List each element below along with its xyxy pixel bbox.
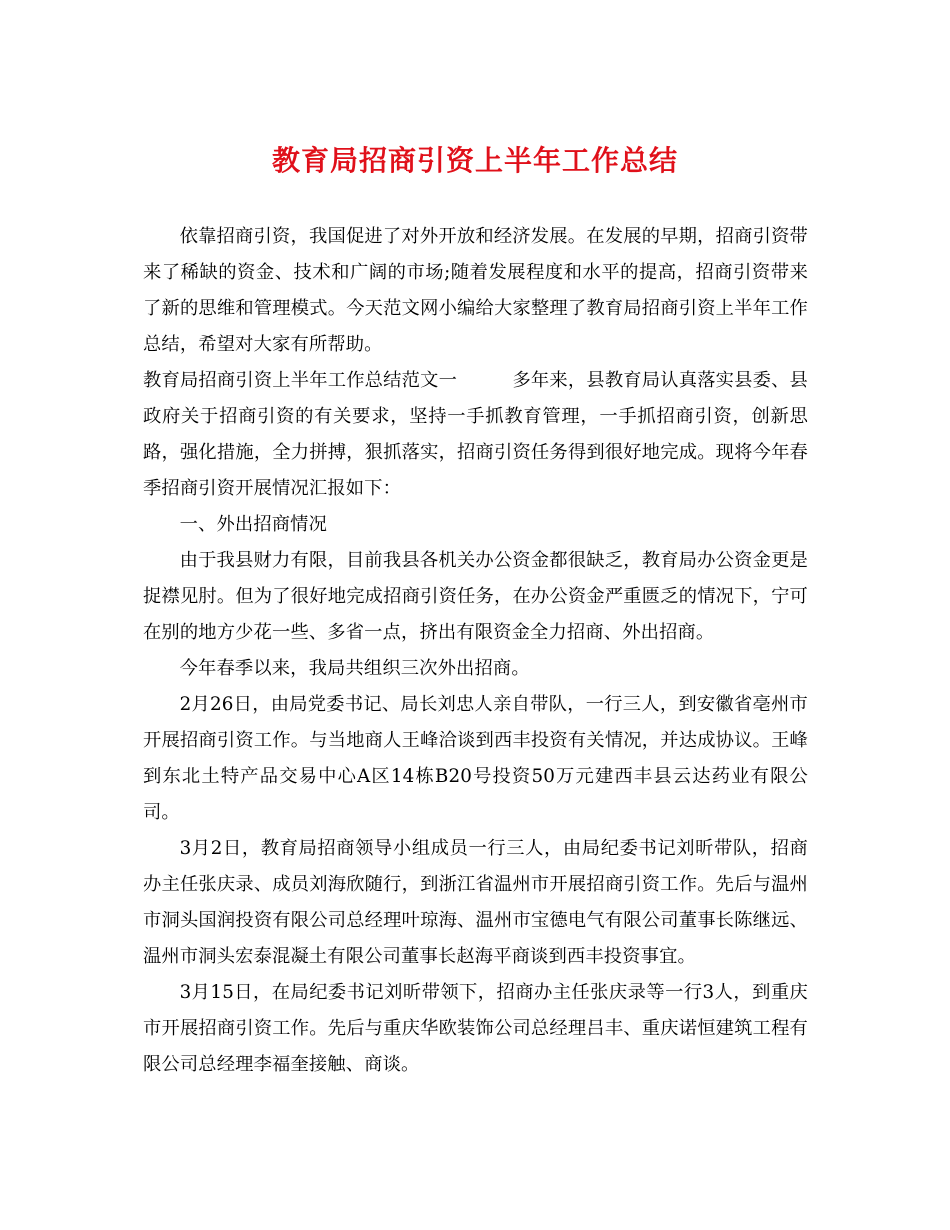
section-heading-outbound-investment: 一、外出招商情况: [179, 514, 328, 535]
paragraph-mar-15: 3月15日，在局纪委书记刘昕带领下，招商办主任张庆录等一行3人，到重庆市开展招商引资工作。先后与重庆华欧装饰公司总经理吕丰、重庆诺恒建筑工程有限公司总经理李福奎接触、商谈。: [143, 982, 808, 1075]
paragraph-sample-one: 教育局招商引资上半年工作总结范文一 多年来，县教育局认真落实县委、县政府关于招商引资的有关要求，坚持一手抓教育管理，一手抓招商引资，创新思路，强化措施，全力拼搏，狠抓落实，招商引资任务得到很好地完成。现将今年春季招商引资开展情况汇报如下：: [143, 370, 808, 499]
document-title: 教育局招商引资上半年工作总结: [271, 144, 678, 177]
paragraph-three-trips: 今年春季以来，我局共组织三次外出招商。: [179, 658, 530, 679]
document-body: [143, 219, 808, 1083]
paragraph-intro: 依靠招商引资，我国促进了对外开放和经济发展。在发展的早期，招商引资带来了稀缺的资金、技术和广阔的市场;随着发展程度和水平的提高，招商引资带来了新的思维和管理模式。今天范文网小编给大家整理了教育局招商引资上半年工作总结，希望对大家有所帮助。: [143, 226, 808, 355]
paragraph-funding: 由于我县财力有限，目前我县各机关办公资金都很缺乏，教育局办公资金更是捉襟见肘。但为了很好地完成招商引资任务，在办公资金严重匮乏的情况下，宁可在别的地方少花一些、多省一点，挤出有限资金全力招商、外出招商。: [143, 550, 808, 643]
paragraph-mar-2: 3月2日，教育局招商领导小组成员一行三人，由局纪委书记刘昕带队，招商办主任张庆录、成员刘海欣随行，到浙江省温州市开展招商引资工作。先后与温州市洞头国润投资有限公司总经理叶琼海、温州市宝德电气有限公司董事长陈继远、温州市洞头宏泰混凝土有限公司董事长赵海平商谈到西丰投资事宜。: [143, 838, 808, 967]
paragraph-feb-26: 2月26日，由局党委书记、局长刘忠人亲自带队，一行三人，到安徽省亳州市开展招商引资工作。与当地商人王峰洽谈到西丰投资有关情况，并达成协议。王峰到东北土特产品交易中心A区14栋B20号投资50万元建西丰县云达药业有限公司。: [143, 694, 808, 823]
